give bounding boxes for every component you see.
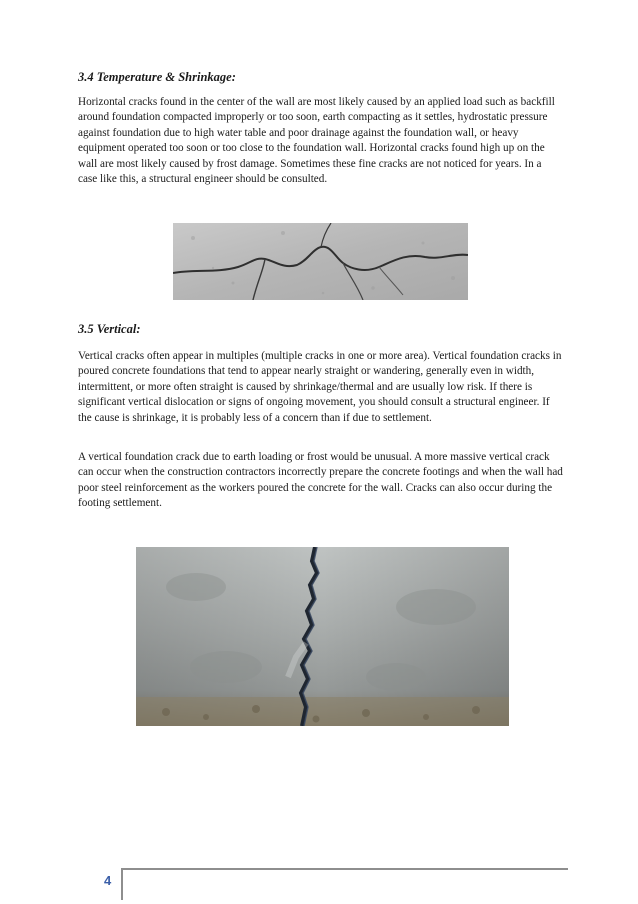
footer-rule	[121, 868, 568, 870]
section-heading-temperature-shrinkage: 3.4 Temperature & Shrinkage:	[78, 70, 236, 84]
paragraph-horizontal-cracks: Horizontal cracks found in the center of the wall are most likely caused by an applied load such as backfill around foundation compacted improperly or too soon, earth compacting as it settles, hydrostatic pressure against foundation due to high water table and poor drainage against the foundation wall, or heavy equipment operated too soon or too close to the foundation wall. Horizontal cracks found high up on the wall are most likely caused by frost damage. Sometimes these fine cracks are not noticed for years. In a case like this, a structural engineer should be consulted.	[78, 96, 555, 186]
footer-divider	[121, 868, 123, 900]
page-number: 4	[104, 873, 112, 888]
paragraph-vertical-cracks: Vertical cracks often appear in multiples (multiple cracks in one or more area). Vertical foundation cracks in poured concrete foundations that tend to appear nearly straight or wandering, generally even in width, intermittent, or more often straight is caused by shrinkage/thermal and are usually low risk. If there is significant vertical dislocation or signs of ongoing movement, you should consult a structural engineer. If the cause is shrinkage, it is probably less of a concern than if due to settlement.	[78, 350, 562, 424]
section-heading-vertical: 3.5 Vertical:	[78, 322, 141, 336]
paragraph-vertical-foundation-crack: A vertical foundation crack due to earth loading or frost would be unusual. A more massive vertical crack can occur when the construction contractors incorrectly prepare the concrete footings and when the wall had poor steel reinforcement as the workers poured the concrete for the wall. Cracks can also occur during the footing settlement.	[78, 451, 563, 510]
horizontal-crack-photo	[173, 223, 468, 300]
vertical-crack-photo	[136, 547, 509, 726]
